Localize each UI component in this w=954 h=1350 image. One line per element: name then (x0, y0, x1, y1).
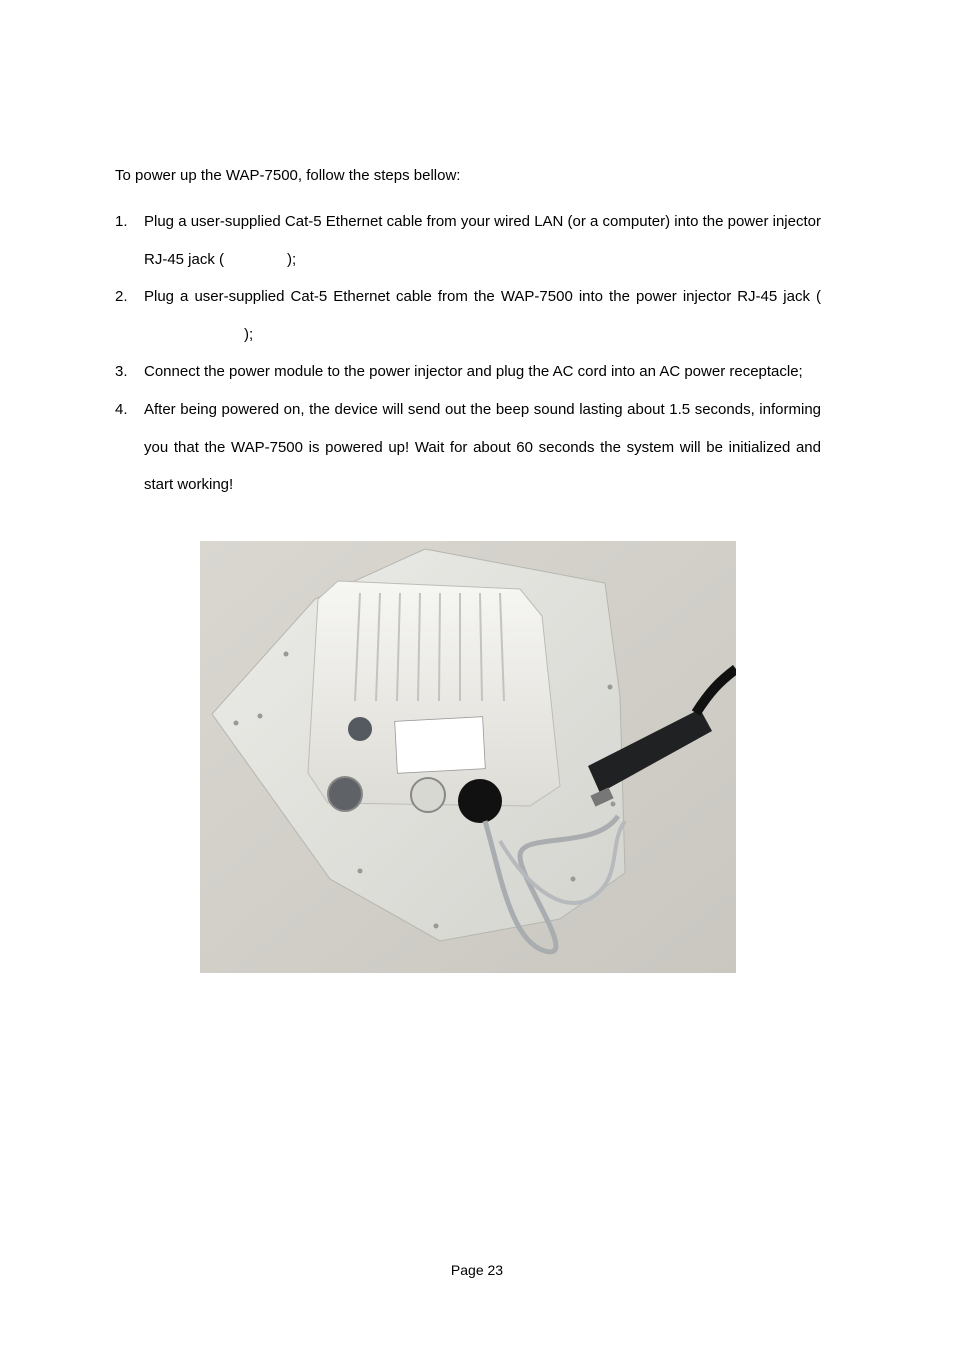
step-text: After being powered on, the device will send out the beep sound lasting about 1.5 seconds, informing you that the WAP-7500 is powered up! Wait for about 60 seconds the system will be initialized and start working! (144, 400, 821, 494)
step-1 (115, 203, 821, 278)
device-label (395, 717, 486, 774)
step-number: 1. (115, 213, 128, 230)
step-3 (115, 353, 821, 391)
port-cap-pa (328, 777, 362, 811)
poe-gland-connector (458, 779, 502, 823)
step-text: Plug a user-supplied Cat-5 Ethernet cable from the WAP-7500 into the power injector RJ-45 jack (); (144, 288, 821, 343)
vent-plug (348, 717, 372, 741)
page-number: Page 23 (450, 1262, 504, 1278)
device-housing (308, 581, 560, 806)
step-4 (115, 391, 821, 504)
step-2 (115, 278, 821, 353)
step-text: Connect the power module to the power injector and plug the AC cord into an AC power receptacle; (144, 363, 803, 381)
intro-text: To power up the WAP-7500, follow the steps bellow: (115, 167, 461, 184)
power-up-steps (115, 203, 821, 504)
step-text: Plug a user-supplied Cat-5 Ethernet cable from your wired LAN (or a computer) into the power injector RJ-45 jack ( ); (144, 213, 821, 268)
port-cap-com (411, 778, 445, 812)
step-number: 4. (115, 400, 128, 418)
device-photo (200, 541, 736, 973)
step-number: 2. (115, 288, 128, 306)
step-number: 3. (115, 363, 128, 381)
